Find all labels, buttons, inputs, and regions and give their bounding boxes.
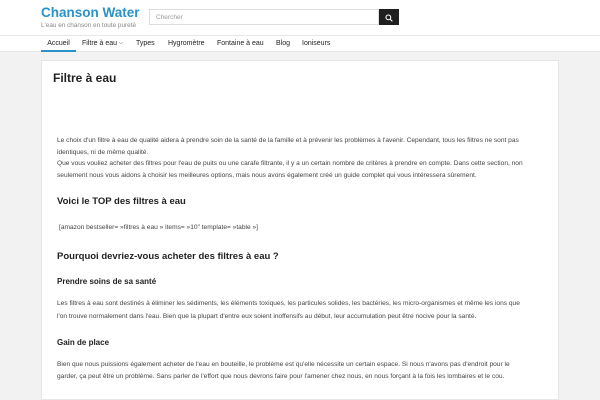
top-filters-heading: Voici le TOP des filtres à eau — [57, 196, 186, 207]
health-paragraph-line: Les filtres à eau sont destinés à éliminer les sédiments, les éléments toxiques, les particules solides, les bactéries, les micro-organismes et même les ions que — [57, 300, 520, 307]
space-paragraph-line: garder, ça peut être un problème. Sans parler de l'effort que nous devrons faire pour l'amener chez nous, en nous forçant à la fois les lombaires et le cou. — [57, 373, 505, 380]
amazon-shortcode-text: [amazon bestseller= »filtres à eau » items= »10″ template= »table »] — [59, 224, 258, 231]
intro-paragraph-line: Que vous vouliez acheter des filtres pour l'eau de puits ou une carafe filtrante, il y a un certain nombre de critères à prendre en compte. Dans cette section, non — [57, 160, 523, 167]
nav-item-label: Fontaine à eau — [217, 40, 264, 47]
nav-item-label: Blog — [276, 40, 291, 47]
intro-paragraph-line: Le choix d'un filtre à eau de qualité aidera à prendre soin de la santé de la famille et à prévenir les problèmes à l'avenir. Cependant, tous les filtres ne sont pas — [57, 137, 519, 144]
intro-paragraph-line: identiques, ni de même qualité. — [57, 149, 149, 156]
nav-item-label: Types — [136, 40, 155, 47]
nav-item-label: Accueil — [47, 40, 70, 47]
page-title: Filtre à eau — [53, 71, 117, 85]
space-heading: Gain de place — [57, 338, 110, 347]
site-title-link[interactable]: Chanson Water — [41, 5, 140, 20]
chevron-down-icon: ⌵ — [119, 40, 123, 46]
health-paragraph-line: l'on trouve normalement dans l'eau. Bien que la plupart d'entre eux soient inoffensifs au début, leur accumulation peut être nocive pour la santé. — [57, 313, 477, 320]
nav-item-label: Hygromètre — [168, 40, 205, 47]
intro-paragraph-line: seulement nous vous aidons à choisir les meilleures options, mais nous avons également créé un guide complet qui vous intéressera sûrement. — [57, 172, 477, 179]
why-buy-heading: Pourquoi devriez-vous acheter des filtres à eau ? — [57, 251, 279, 262]
nav-item-label: Filtre à eau — [82, 40, 118, 47]
space-paragraph-line: Bien que nous puissions également acheter de l'eau en bouteille, le problème est qu'elle nécessite un certain espace. Si nous n'avons pas d'endroit pour le — [57, 361, 510, 368]
site-tagline: L'eau en chanson en toute pureté — [41, 22, 137, 29]
nav-item-label: Ioniseurs — [302, 40, 331, 47]
health-heading: Prendre soins de sa santé — [57, 277, 157, 286]
